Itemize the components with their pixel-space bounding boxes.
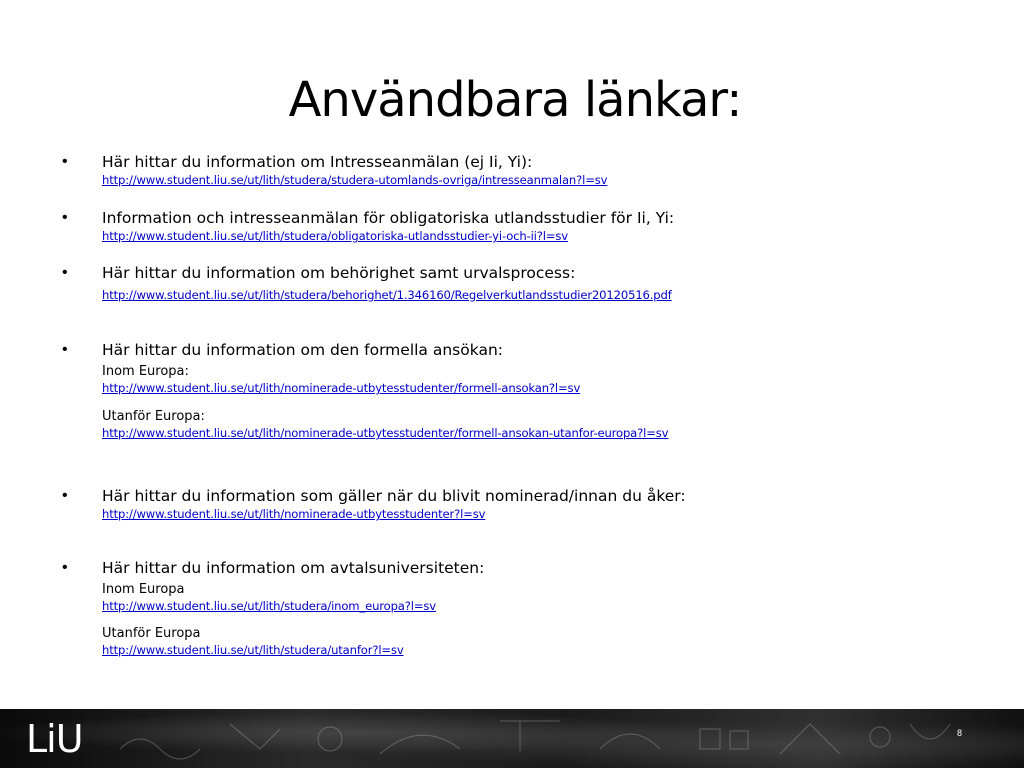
list-item — [102, 152, 607, 188]
item-heading: Här hittar du information om den formella ansökan: — [102, 341, 503, 359]
item-heading: Här hittar du information om Intresseanmälan (ej Ii, Yi): — [102, 153, 533, 171]
link-inom-europa[interactable]: http://www.student.liu.se/ut/lith/studera/inom_europa?l=sv — [102, 599, 436, 613]
link-nominerade-utbytesstudenter[interactable]: http://www.student.liu.se/ut/lith/nominerade-utbytesstudenter?l=sv — [102, 507, 486, 521]
sub-label-inom-europa: Inom Europa — [102, 582, 185, 597]
sub-label-utanfor-europa: Utanför Europa: — [102, 409, 205, 424]
link-obligatoriska-utlandsstudier[interactable]: http://www.student.liu.se/ut/lith/studera/obligatoriska-utlandsstudier-yi-och-ii?l=sv — [102, 229, 568, 243]
bullet-marker: • — [62, 209, 68, 226]
liu-logo: LiU — [26, 717, 83, 761]
bullet-marker: • — [62, 341, 68, 358]
bullet-marker: • — [62, 487, 68, 504]
list-item — [102, 486, 686, 522]
page-number: 8 — [957, 728, 963, 738]
item-heading: Här hittar du information om avtalsuniversiteten: — [102, 559, 485, 577]
bullet-marker: • — [62, 264, 68, 281]
item-heading: Här hittar du information om behörighet samt urvalsprocess: — [102, 264, 576, 282]
list-item — [102, 208, 674, 244]
link-formell-ansokan[interactable]: http://www.student.liu.se/ut/lith/nominerade-utbytesstudenter/formell-ansokan?l=sv — [102, 381, 581, 395]
sub-label-inom-europa: Inom Europa: — [102, 364, 189, 379]
bullet-marker: • — [62, 559, 68, 576]
sub-label-utanfor-europa: Utanför Europa — [102, 626, 201, 641]
link-intresseanmalan[interactable]: http://www.student.liu.se/ut/lith/studera/studera-utomlands-ovriga/intresseanmalan?l=sv — [102, 173, 608, 187]
footer-band — [0, 709, 1024, 768]
list-item — [102, 558, 484, 658]
item-heading: Här hittar du information som gäller när du blivit nominerad/innan du åker: — [102, 487, 686, 505]
list-item — [102, 340, 668, 441]
item-heading: Information och intresseanmälan för obligatoriska utlandsstudier för Ii, Yi: — [102, 209, 675, 227]
link-behorighet[interactable]: http://www.student.liu.se/ut/lith/studera/behorighet/1.346160/Regelverkutlandsstudier20120516.pdf — [102, 288, 672, 302]
footer-texture — [0, 709, 1024, 768]
bullet-marker: • — [62, 153, 68, 170]
slide-title: Användbara länkar: — [288, 72, 742, 128]
link-formell-ansokan-utanfor-europa[interactable]: http://www.student.liu.se/ut/lith/nominerade-utbytesstudenter/formell-ansokan-utanfor-europa?l=sv — [102, 426, 669, 440]
link-utanfor[interactable]: http://www.student.liu.se/ut/lith/studera/utanfor?l=sv — [102, 643, 404, 657]
list-item — [102, 263, 672, 303]
